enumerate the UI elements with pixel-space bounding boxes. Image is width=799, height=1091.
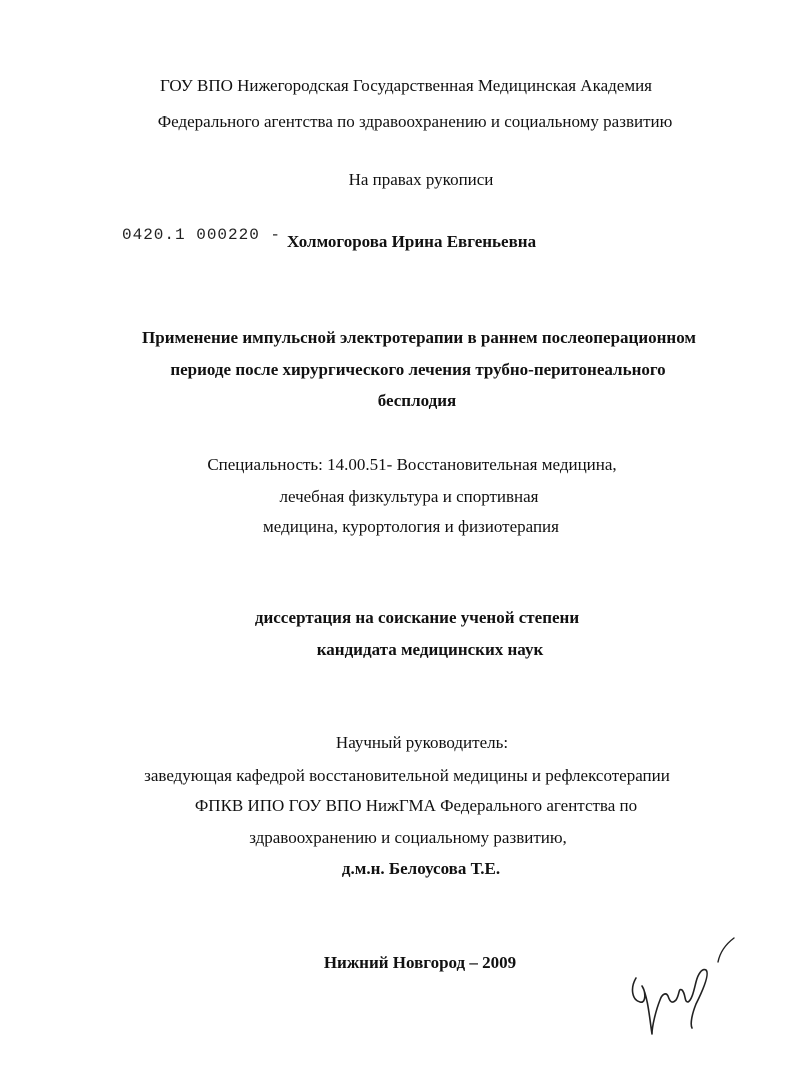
header-line-2: Федерального агентства по здравоохранению и социальному развитию [157, 112, 673, 131]
handwritten-signature [622, 930, 742, 1040]
specialty-line-2: лечебная физкультура и спортивная [279, 487, 539, 506]
footer-city-year: Нижний Новгород – 2009 [323, 953, 517, 972]
specialty-line-1: Специальность: 14.00.51- Восстановительная медицина, [207, 455, 617, 474]
supervisor-line-1: заведующая кафедрой восстановительной медицины и рефлексотерапии [144, 766, 670, 785]
supervisor-line-3: здравоохранению и социальному развитию, [249, 828, 567, 847]
rights-note: На правах рукописи [348, 170, 494, 189]
catalog-code: 0420.1 000220 - [122, 226, 282, 244]
supervisor-line-2: ФПКВ ИПО ГОУ ВПО НижГМА Федерального агентства по [194, 796, 638, 815]
supervisor-name: д.м.н. Белоусова Т.Е. [341, 859, 501, 878]
header-line-1: ГОУ ВПО Нижегородская Государственная Медицинская Академия [159, 76, 653, 95]
specialty-line-3: медицина, курортология и физиотерапия [263, 517, 559, 536]
title-line-2: периоде после хирургического лечения трубно-перитонеального [170, 360, 666, 379]
supervisor-heading: Научный руководитель: [335, 733, 509, 752]
dissertation-line-2: кандидата медицинских наук [316, 640, 544, 659]
dissertation-line-1: диссертация на соискание ученой степени [254, 608, 580, 627]
title-line-1: Применение импульсной электротерапии в раннем послеоперационном [142, 328, 696, 347]
title-line-3: бесплодия [377, 391, 457, 410]
author-name: Холмогорова Ирина Евгеньевна [287, 232, 537, 251]
